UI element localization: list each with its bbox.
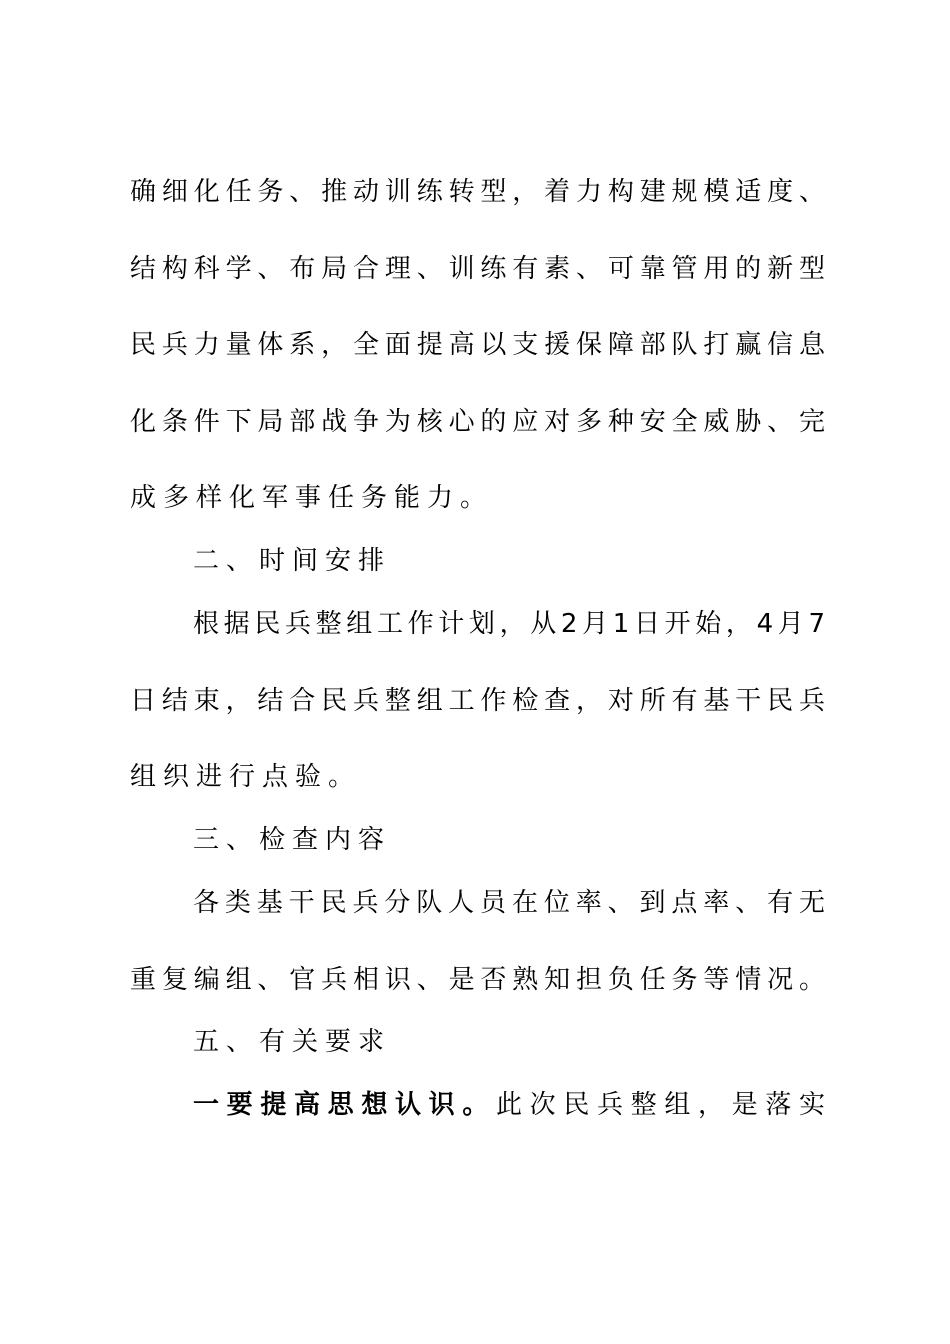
paragraph-line: 各类基干民兵分队人员在位率、到点率、有无	[193, 888, 825, 918]
bold-lead-phrase: 一要提高思想认识。	[193, 1090, 496, 1120]
section-heading-requirements: 五、有关要求	[193, 1027, 392, 1057]
section-heading-schedule: 二、时间安排	[193, 546, 392, 576]
paragraph-line: 结构科学、布局合理、训练有素、可靠管用的新型	[130, 254, 825, 284]
paragraph-line-requirements	[193, 1085, 825, 1125]
paragraph-line: 化条件下局部战争为核心的应对多种安全威胁、完	[130, 407, 825, 437]
paragraph-line: 日结束，结合民兵整组工作检查，对所有基干民兵	[130, 686, 825, 716]
section-heading-content: 三、检查内容	[193, 825, 392, 855]
paragraph-line: 确细化任务、推动训练转型，着力构建规模适度、	[130, 177, 825, 207]
paragraph-line: 重复编组、官兵相识、是否熟知担负任务等情况。	[130, 965, 825, 995]
paragraph-line: 组织进行点验。	[130, 762, 362, 792]
lead-continuation: 此次民兵整组，是落实	[496, 1090, 825, 1120]
paragraph-line: 民兵力量体系，全面提高以支援保障部队打赢信息	[130, 330, 825, 360]
paragraph-line: 成多样化军事任务能力。	[130, 483, 494, 513]
paragraph-line: 根据民兵整组工作计划，从2月1日开始，4月7	[193, 609, 825, 639]
